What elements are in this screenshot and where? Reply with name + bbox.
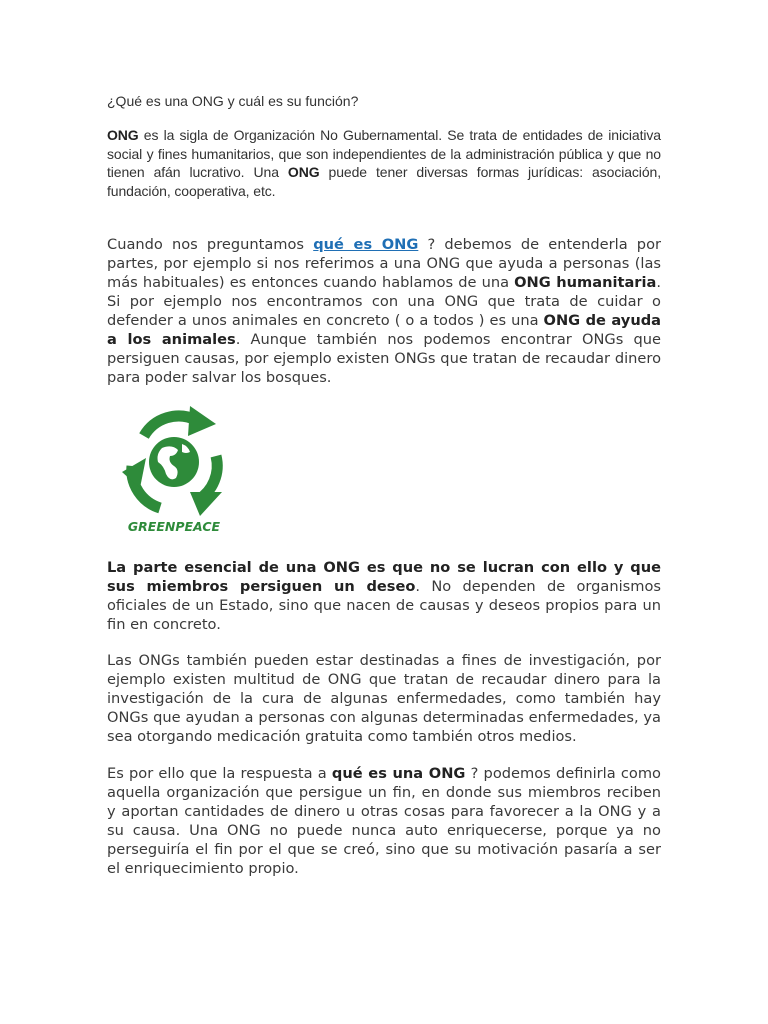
intro-bold-ong-2: ONG	[287, 164, 320, 180]
paragraph-que-es-ong	[107, 235, 661, 387]
p4-text-1: Es por ello que la respuesta a	[107, 765, 332, 782]
intro-text-1: es la sigla de Organización No Gubernamental. Se trata de entidades de iniciativa social y fines humanitarios, que son independientes de la administración pública y que no tienen afán lucrativo. Una	[107, 127, 661, 180]
p1-bold-ong-animales: ONG de ayuda a los animales	[107, 312, 661, 348]
p1-bold-ong-humanitaria: ONG humanitaria	[514, 274, 657, 291]
paragraph-respuesta	[107, 764, 661, 878]
intro-paragraph	[107, 126, 661, 200]
page-heading: ¿Qué es una ONG y cuál es su función?	[107, 93, 359, 109]
p2-bold-text: La parte esencial de una ONG es que no se lucran con ello y que sus miembros persiguen un deseo	[107, 559, 661, 595]
greenpeace-wordmark: GREENPEACE	[127, 519, 221, 534]
p1-text-4: . Aunque también nos podemos encontrar ONGs que persiguen causas, por ejemplo existen ONGs que tratan de recaudar dinero para poder salvar los bosques.	[107, 331, 661, 386]
p1-text-1: Cuando nos preguntamos	[107, 236, 314, 253]
paragraph-parte-esencial	[107, 558, 661, 634]
p2-text-1: . No dependen de organismos oficiales de un Estado, sino que nacen de causas y deseos propios para un fin en concreto.	[107, 578, 662, 633]
p4-bold-que-es-una-ong: qué es una ONG	[331, 765, 466, 782]
paragraph-investigacion: Las ONGs también pueden estar destinadas a fines de investigación, por ejemplo existen multitud de ONG que tratan de recaudar dinero para la investigación de la cura de algunas enfermedades, como también hay ONGs que ayudan a personas con algunas determinadas enfermedades, ya sea otorgando medicación gratuita como también otros medios.	[107, 652, 661, 745]
que-es-ong-link[interactable]: qué es ONG	[313, 236, 419, 253]
p4-text-2: ? podemos definirla como aquella organización que persigue un fin, en donde sus miembros reciben y aportan cantidades de dinero u otras cosas para favorecer a la ONG y a su causa. Una ONG no puede nunca auto enriquecerse, porque ya no perseguiría el fin por el que se creó, sino que su motivación pasaría a ser el enriquecimiento propio.	[107, 765, 661, 877]
intro-text-2: puede tener diversas formas jurídicas: asociación, fundación, cooperativa, etc.	[107, 164, 661, 199]
greenpeace-logo	[118, 400, 230, 540]
p1-text-3: . Si por ejemplo nos encontramos con una ONG que trata de cuidar o defender a unos animales en concreto ( o a todos ) es una	[107, 274, 661, 329]
intro-bold-ong-1: ONG	[107, 127, 139, 143]
p1-text-2: ? debemos de entenderla por partes, por ejemplo si nos referimos a una ONG que ayuda a personas (las más habituales) es entonces cuando hablamos de una	[107, 236, 662, 291]
recycle-globe-icon	[118, 400, 230, 540]
